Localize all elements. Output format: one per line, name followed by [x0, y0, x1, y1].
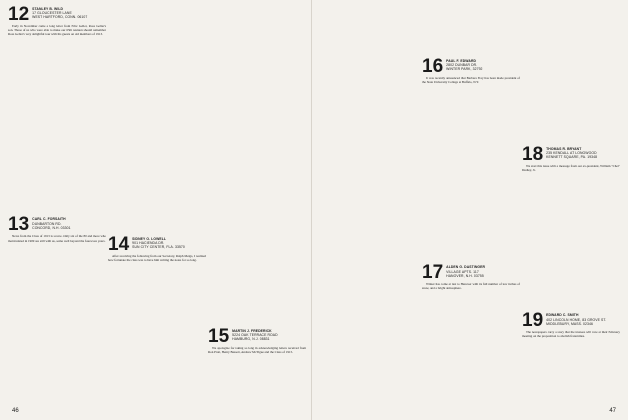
class-number: 14	[108, 234, 130, 255]
paragraph: After receiving the following from our Secretary, Ralph Meigs, I realized how fortunate the class was to have him writing the notes for so long.	[108, 254, 206, 263]
class-notes-body	[208, 345, 306, 354]
address-line: HANOVER, N.H. 03755	[446, 273, 484, 278]
address-line: 402 LINCOLN HOME, 83 GROVE ST.	[546, 317, 607, 322]
address-line: SUN CITY CENTER, FLA. 33570	[132, 245, 185, 250]
address-line: WEST HARTFORD, CONN. 06107	[32, 15, 88, 20]
class-notes-body	[8, 233, 106, 242]
class-number: 15	[208, 326, 230, 347]
class-notes-body	[422, 75, 520, 84]
address-line: WINTER PARK, 32792	[446, 67, 483, 72]
class-entry-17	[422, 264, 520, 290]
class-notes-body	[108, 253, 206, 262]
paragraph: Early in November came a long letter from Fritz Geller, Ross Geller's son. Those of us who were able to make our 65th reunion should remember Ross Geller's very delightful tour with his guests on old members of 1913.	[8, 24, 106, 37]
secretary-name: CARL C. FORSAITH	[32, 217, 66, 222]
secretary-name: ALDEN G. DASTINGER	[446, 265, 486, 270]
left-page	[0, 0, 312, 420]
paragraph: We start this issue with a message from our ex-president, William "Chet" Dudley, Jr.	[522, 164, 620, 173]
page-number: 47	[609, 408, 616, 414]
address-line: 2802 DUNBAR DR.	[446, 63, 478, 68]
class-number: 13	[8, 214, 30, 236]
address-line: VILLAGE APTS. 117	[446, 269, 479, 274]
class-entry-15	[208, 328, 306, 354]
class-number: 12	[8, 6, 30, 25]
class-notes-body	[522, 163, 620, 172]
class-number: 16	[422, 56, 444, 77]
address-line: DUNBARTON RD.	[32, 221, 62, 226]
secretary-name: EDWARD C. SMITH	[546, 313, 579, 318]
class-entry-12	[8, 6, 106, 36]
class-entry-14	[108, 236, 206, 262]
class-number: 17	[422, 262, 444, 284]
class-entry-18	[522, 146, 620, 172]
page-number: 46	[12, 408, 19, 414]
paragraph: The newspapers carry a story that the trustees will vote at their February meeting on the proposition to abolish fraternities.	[522, 330, 620, 339]
right-column-2	[422, 6, 520, 386]
address-line: HAMBURG, N.J. 08831	[232, 337, 270, 342]
class-number: 19	[522, 310, 544, 332]
class-notes-body	[8, 23, 106, 36]
address-line: 901 HACIENDA DR.	[132, 241, 165, 246]
left-column-3	[208, 6, 306, 386]
secretary-name: PAUL F. EDWARD	[446, 59, 477, 63]
left-column-1	[8, 6, 106, 386]
secretary-name: MARTIN J. FREDERICK	[232, 329, 272, 333]
left-column-2	[108, 6, 206, 386]
class-entry-19	[522, 312, 620, 338]
class-notes-body	[422, 281, 520, 290]
address-line: KENNETT SQUARE, PA. 19348	[546, 155, 598, 160]
class-entry-16	[422, 58, 520, 84]
right-page	[316, 0, 628, 420]
class-notes-body	[522, 329, 620, 338]
secretary-name: SIDNEY O. LOWELL	[132, 237, 167, 241]
paragraph: It was recently announced that Barbara Frey has been made president of the State University College at Buffalo, N.Y.	[422, 76, 520, 85]
address-line: 5224 OAK TERRACE ROAD	[232, 333, 278, 338]
secretary-name: STANLEY B. WILD	[32, 7, 64, 11]
address-line: CONCORD, N.H. 03301	[32, 225, 71, 230]
paragraph: News from the Class of 1913 is scarce. Only six of the 80 and more who matriculated in 1909 are still with us, some well beyond the fourscore years.	[8, 234, 106, 243]
address-line: 17 GLOUCESTER LANE	[32, 11, 72, 16]
paragraph: Winter has come at last to Hanover with its full number of low inches of snow, and a bright atmosphere.	[422, 282, 520, 291]
address-line: 235 KENDALL AT LONGWOOD	[546, 151, 597, 156]
class-number: 18	[522, 144, 544, 165]
right-column-3	[522, 6, 620, 386]
right-column-1	[322, 6, 420, 386]
address-line: MIDDLEBURY, MASS. 02346	[546, 321, 593, 326]
paragraph: We apologize for taking so long in acknowledging letters received from Ron Pratt, Henry Bassett, Andrew McTigue and the Class of 1915.	[208, 346, 306, 355]
secretary-name: THOMAS R. BRYANT	[546, 147, 582, 151]
class-entry-13	[8, 216, 106, 242]
